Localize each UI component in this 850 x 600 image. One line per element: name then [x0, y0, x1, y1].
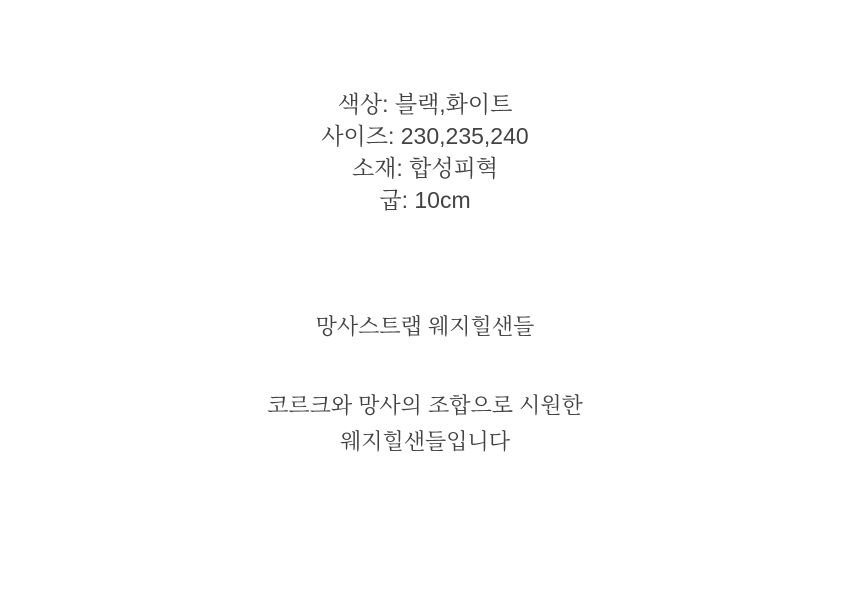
spec-line-heel: 굽: 10cm: [379, 187, 471, 213]
specification-block: [0, 88, 850, 216]
description-line-2: 웨지힐샌들입니다: [339, 429, 511, 454]
product-name-block: [0, 310, 850, 344]
product-description-block: [0, 388, 850, 460]
spec-line-color: 색상: 블랙,화이트: [337, 91, 513, 117]
product-title: 망사스트랩 웨지힐샌들: [315, 314, 535, 339]
spec-line-material: 소재: 합성피혁: [351, 155, 499, 181]
description-line-1: 코르크와 망사의 조합으로 시원한: [267, 393, 583, 418]
spec-line-size: 사이즈: 230,235,240: [321, 123, 529, 149]
